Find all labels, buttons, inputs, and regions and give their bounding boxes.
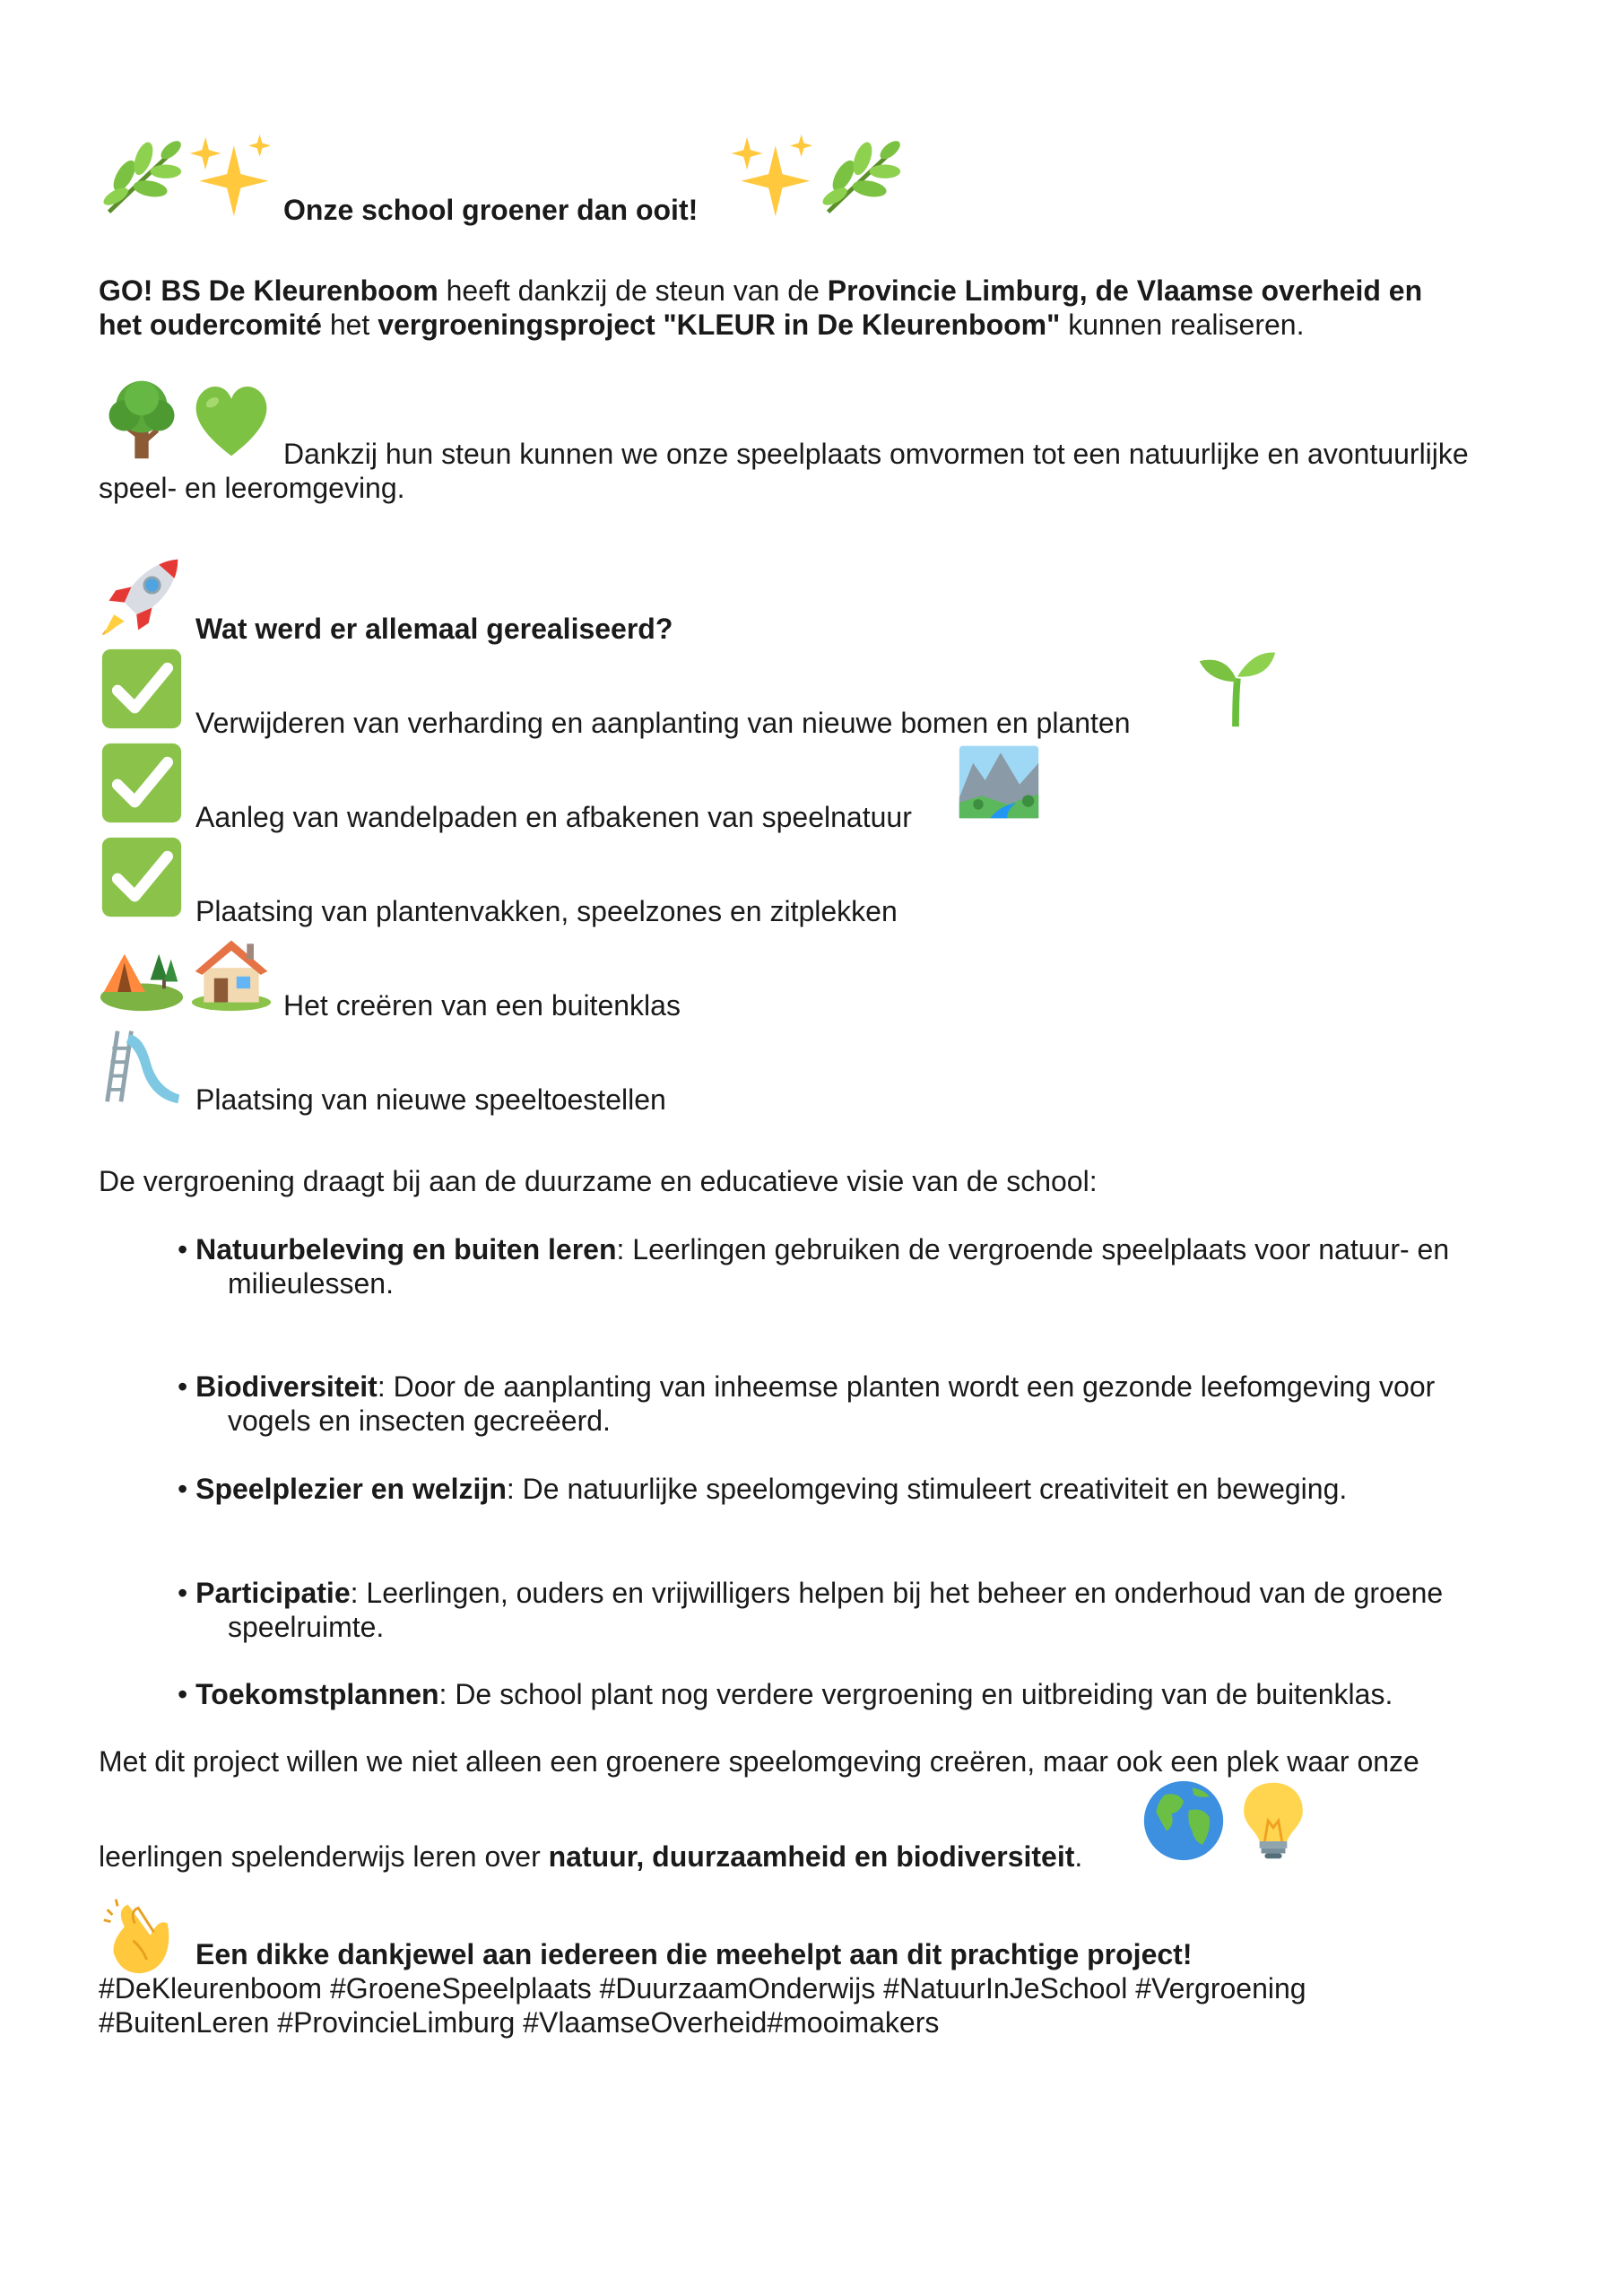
check-mark-icon (99, 646, 185, 732)
herb-icon (818, 133, 904, 219)
realized-heading: Wat werd er allemaal gerealiseerd? (195, 613, 673, 645)
realized-item: Plaatsing van plantenvakken, speelzones en zitplekken (195, 895, 898, 927)
support-line-1: Dankzij hun steun kunnen we onze speelplaats omvormen tot een natuurlijke en avontuurlijke (283, 438, 1469, 470)
realized-item: Verwijderen van verharding en aanplanting van nieuwe bomen en planten (195, 707, 1131, 739)
school-name: GO! BS De Kleurenboom (99, 274, 438, 307)
thanks-text: Een dikke dankjewel aan iedereen die meehelpt aan dit prachtige project! (195, 1938, 1193, 1970)
closing-line-1: Met dit project willen we niet alleen een groenere speelomgeving creëren, maar ook een plek waar onze (99, 1745, 1419, 1778)
intro-line-1: GO! BS De Kleurenboom heeft dankzij de steun van de Provincie Limburg, de Vlaamse overheid en (99, 274, 1423, 307)
sparkles-icon (728, 133, 814, 219)
list-item: • Natuurbeleving en buiten leren: Leerlingen gebruiken de vergroende speelplaats voor natuur- en (178, 1233, 1450, 1265)
hashtags: #DeKleurenboom #GroeneSpeelplaats #DuurzaamOnderwijs #NatuurInJeSchool #Vergroening (99, 1972, 1306, 2005)
check-mark-icon (99, 740, 185, 826)
check-mark-icon (99, 834, 185, 920)
realized-item: Aanleg van wandelpaden en afbakenen van speelnatuur (195, 801, 912, 833)
landscape-icon (956, 737, 1042, 823)
support-line-2: speel- en leeromgeving. (99, 472, 405, 504)
list-item: • Biodiversiteit: Door de aanplanting van inheemse planten wordt een gezonde leefomgeving voor (178, 1370, 1436, 1403)
house-icon (188, 928, 274, 1014)
project-name: vergroeningsproject "KLEUR in De Kleurenboom" (378, 309, 1061, 341)
realized-item: Plaatsing van nieuwe speeltoestellen (195, 1083, 666, 1116)
sponsors: Provincie Limburg, de Vlaamse overheid en (827, 274, 1423, 307)
list-item: • Participatie: Leerlingen, ouders en vrijwilligers helpen bij het beheer en onderhoud van de groene (178, 1577, 1444, 1609)
herb-icon (99, 133, 185, 219)
list-item-continuation: speelruimte. (228, 1611, 385, 1643)
clapping-hands-icon (99, 1892, 185, 1979)
realized-item: Het creëren van een buitenklas (283, 989, 681, 1022)
sparkles-icon (187, 133, 273, 219)
intro-line-2: het oudercomité het vergroeningsproject "KLEUR in De Kleurenboom" kunnen realiseren. (99, 309, 1305, 341)
green-heart-icon (188, 377, 274, 463)
list-item: • Toekomstplannen: De school plant nog verdere vergroening en uitbreiding van de buitenklas. (178, 1678, 1393, 1710)
camping-icon (99, 928, 185, 1014)
rocket-icon (99, 552, 185, 639)
light-bulb-icon (1230, 1778, 1316, 1864)
list-item: • Speelplezier en welzijn: De natuurlijke speelomgeving stimuleert creativiteit en beweging. (178, 1473, 1348, 1505)
list-item-continuation: vogels en insecten gecreëerd. (228, 1405, 611, 1437)
vision-intro: De vergroening draagt bij aan de duurzame en educatieve visie van de school: (99, 1165, 1098, 1197)
hashtags: #BuitenLeren #ProvincieLimburg #VlaamseOverheid#mooimakers (99, 2006, 940, 2039)
closing-line-2: leerlingen spelenderwijs leren over natuur, duurzaamheid en biodiversiteit. (99, 1840, 1083, 1873)
seedling-icon (1193, 644, 1279, 730)
slide-icon (99, 1022, 185, 1109)
globe-icon (1141, 1778, 1227, 1864)
page-title: Onze school groener dan ooit! (283, 194, 699, 226)
tree-icon (99, 377, 185, 463)
list-item-continuation: milieulessen. (228, 1267, 394, 1300)
